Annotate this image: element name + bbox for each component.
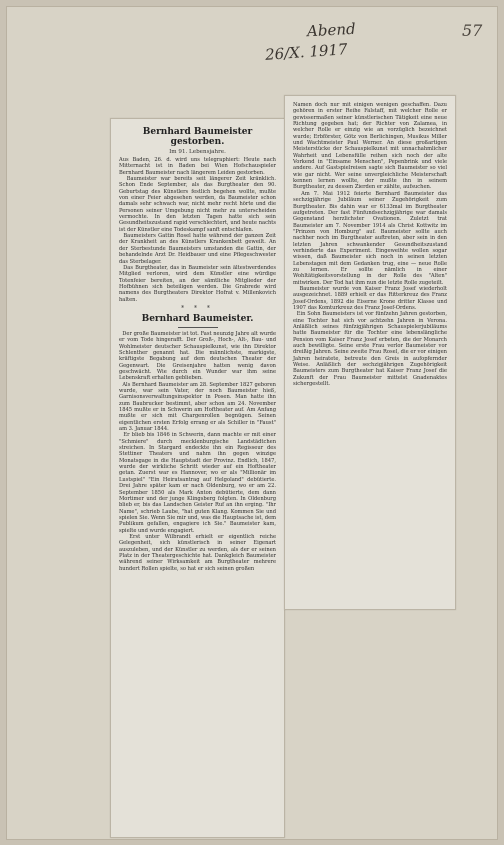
article-title-2: Bernhard Baumeister. [141,313,254,324]
article-subtitle: Im 91. Lebensjahre. [169,149,226,155]
article-body-2: Der große Baumeister ist tot. Fast neunzig Jahre alt wurde er vom Tode hingerafft. Der Groß-, Hoch-, Alt-, Bau- und Wohlmeister deutscher Schauspielkunst, wie ihn Direktor Schlenther genannt hat. Die männlichste, markigste, kräftigste Begabung auf dem deutschen Theater der Gegenwart. Die Greisenjahre hatten wenig davon geschwächt. Wie durch ein Wunder war ihm seine Lebenskraft erhalten geblieben. Als Bernhard Baumeister am 28. September 1827 geboren wurde, war sein Vater, der noch Baumeister hieß, Garnisonsverwaltungsinspektor in Posen. Man hatte ihn zum Baubrucker bestimmt, aber schon am 24. November 1845 mußte er in Schwerin am Hoftheater auf. Am Anfang mußte er sich mit Chargenrollen begnügen. Seinen eigentlichen ersten Erfolg errang er als Schiller in "Faust" am 3. Januar 1844. Er blieb bis 1846 in Schwerin, dann machte er mit einer "Schmiere" durch mecklenburgische Landstädtchen streichen. In Stargard endeckte ihn ein Regisseur des Stettiner Theaters und nahm ihn gegen winzige Monatsgage in die Hauptstadt der Provinz. Endlich, 1847, wurde der wirkliche Schritt wieder auf ein Hoftheater getan. Zuerst war es Hannover, wo er als "Millionär im Lustspiel" "Ein Heiratsantrag auf Helgoland" debütierte. Drei Jahre später kam er nach Oldenburg, wo er am 22. September 1850 als Mark Anton debütierte, dem dann Mortimer und der junge Klingsberg folgten. In Oldenburg blieb er, bis das Landschen Geister Ruf an ihn erging. "Ihr Name", schrieb Laube, "hat guten Klang. Kommen Sie und spielen Sie. Wenn Sie mir und, was die Hauptsache ist, dem Publikum gefallen, engagiere ich Sie." Baumeister kam, spielte und wurde engagiert. Erst unter Wilbrandt erhielt er eigentlich reiche Gelegenheit, sich künstlerisch in seiner Eigenart auszuleben, und der Künstler zu werden, als der er seinen Platz in der Theatergeschichte hat. Dankgleich Baumeister während seiner Wirksamkeit am Burgtheater mehrere hundert Rollen spielte, so hat er sich seinen großen [119,330,276,572]
article-title: Bernhard Baumeister gestorben. [142,127,253,147]
handwritten-date: 26/X. 1917 [264,40,349,64]
article-body-1: Aus Baden, 26. d. wird uns telegraphiert: Heute nach Mitternacht ist in Baden bei Wien Hofschauspieler Bernhard Baumeister nach längerem Leiden gestorben. Baumeister war bereits seit längerer Zeit kränklich. Schon Ende September, als das Burgtheater den 90. Geburtstag des Künstlers festlich begehen wollte, mußte von einer Feier abgesehen werden, da Baumeister schon damals sehr schwach war, nicht mehr recht hörte und die Personen seiner Umgebung nicht mehr zu unterscheiden vermochte. In den letzten Tagen hatte sich sein Gesundheitszustand rapid verschlechtert, und heute nachts ist der Künstler eine Todeskampf sanft entschlafen. Baumeisters Gattin Rosel hatte während der ganzen Zeit der Krankheit an des Künstlers Krankenbett geweilt. An der Sterbestunde Baumeisters umstanden die Gattin, der behandelnde Arzt Dr. Heidbauer und eine Pflegeschwester das Sterbelager. Das Burgtheater, das in Baumeister sein ältestwerdendes Mitglied verloren, wird dem Künstler eine würdige Totenfeier bereiten, an der sämtliche Mitglieder der Hofbühnen sich beteiligen werden. Die Grabrede wird namens des Burgtheaters Direktor Hofrat v. Millenkovich halten. [119,157,276,303]
newspaper-clipping-left [110,118,285,838]
handwritten-abend: Abend [306,19,357,41]
title-rule [178,327,218,328]
newspaper-clipping-right [284,95,456,610]
handwritten-page-number: 57 [462,21,483,40]
section-separator: * * * [181,304,214,312]
article-body-continued: Namen doch nur mit einigen wenigen geschaffen. Dazu gehören in erster Reihe Falstaff, mit welcher Rolle er gewissermaßen seiner künstlerischen Tätigkeit eine neue Richtung gegeben hat; der Richter von Zalamea, in welcher Rolle er einzig wie an vorzüglich bezeichnet wurde; Erbförster, Götz von Berlichingen, Musikus Miller und Wachtmeister Paul Werner. An diese großartigen Meisterstücke der Schauspielkunst mit unnachahmlicher Wahrheit und Lebensfülle reihen sich noch der alte Vorkend in "Einsame Menschen", Pepenbrink und viele andere. Auf Gastspielreisen sagte sich Baumeister so viel wie gar nicht. Wer seine unvergleichliche Meisterschaft kennen lernen wollte, der mußte ihn in seinem Burgtheater, zu dessen Zierden er zählte, aufsuchen. Am 7. Mai 1912 feierte Bernhard Baumeister das sechzigjährige Jubiläum seiner Zugehörigkeit zum Burgtheater. Bis dahin war er 6133mal im Burgtheater aufgetreten. Der fast Fünfundsechzigjährige war damals Gegenstand herzlichster Ovationen. Zuletzt trat Baumeister am 7. November 1914 als Christ Kottwitz im "Prinzen von Homburg" auf. Baumeister sollte auch nachher noch im Burgtheater auftreten, aber sein in den letzten Jahren schwankender Gesundheitszustand verhinderte das Experiment. Eingeweihte wollen sogar wissen, daß Baumeister sich noch in seinen letzten Lebenstagen mit dem Gedanken trug, eine — neue Rolle zu lernen. Er sollte nämlich in einer Wohltätigkeitsvorstellung in der Rolle des "Alten" mitwirken. Der Tod hat ihm nun die letzte Rolle zugeteilt. Baumeister wurde von Kaiser Franz Josef wiederholt ausgezeichnet. 1889 erhielt er das Ritterkreuz des Franz Josef-Ordens, 1892 die Eiserne Krone dritter Klasse und 1907 das Komturkreuz des Franz Josef-Ordens. Ein Sohn Baumeisters ist vor fünfzehn Jahren gestorben, eine Tochter hat sich vor achtzehn Jahren in Verona. Anläßlich seines fünfzigjährigen Schauspielerjubiläums hatte Baumeister für die Tochter eine lebenslängliche Pension vom Kaiser Franz Josef erbeten, die der Monarch auch bewilligte. Seine erste Frau verlor Baumeister vor dreißig Jahren. Seine zweite Frau Rosel, die er vor einigen Jahren heiratete, betreute den Greis in aufopfernder Weise. Anläßlich der sechzigjährigen Zugehörigkeit Baumeisters zum Burgtheater hat Kaiser Franz Josef die Zukunft der Frau Baumeister mittelst Gnadenaktes sichergestellt. [293,102,447,388]
